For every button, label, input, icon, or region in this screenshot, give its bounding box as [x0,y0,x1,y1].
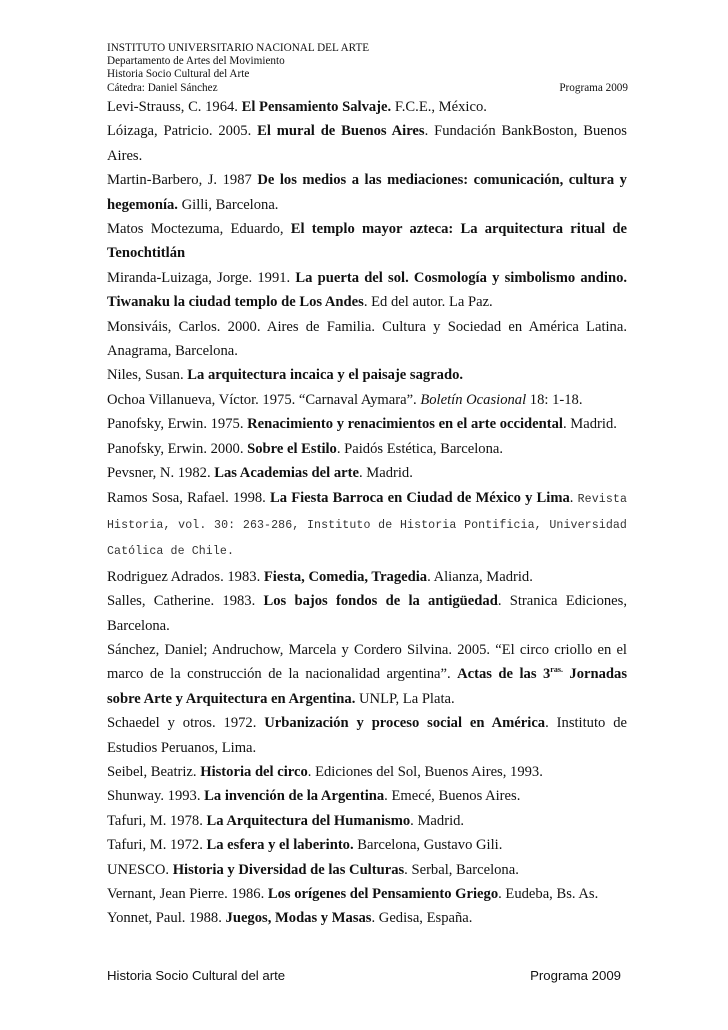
bib-entry: Salles, Catherine. 1983. Los bajos fondos de la antigüedad. Stranica Ediciones, Barcelona. [107,593,627,634]
footer-program: Programa 2009 [530,968,621,983]
bibliography-list [107,95,627,931]
bib-entry: Schaedel y otros. 1972. Urbanización y proceso social en América. Instituto de Estudios Peruanos, Lima. [107,715,627,756]
bib-entry: Seibel, Beatriz. Historia del circo. Ediciones del Sol, Buenos Aires, 1993. [107,763,543,780]
bib-entry: Niles, Susan. La arquitectura incaica y el paisaje sagrado. [107,367,464,384]
header-chair: Cátedra: Daniel Sánchez [107,81,218,94]
header-program: Programa 2009 [559,81,628,94]
bib-entry: Tafuri, M. 1978. La Arquitectura del Humanismo. Madrid. [107,812,465,829]
footer-course: Historia Socio Cultural del arte [107,968,286,983]
bib-entry: Lóizaga, Patricio. 2005. El mural de Buenos Aires. Fundación BankBoston, Buenos Aires. [107,123,627,164]
bib-entry: Rodriguez Adrados. 1983. Fiesta, Comedia, Tragedia. Alianza, Madrid. [107,568,533,585]
page-footer [107,968,621,983]
bib-entry: Tafuri, M. 1972. La esfera y el laberinto. Barcelona, Gustavo Gili. [107,837,503,854]
bib-entry: Miranda-Luizaga, Jorge. 1991. La puerta del sol. Cosmología y simbolismo andino. Tiwanaku la ciudad templo de Los Andes. Ed del autor. La Paz. [107,269,628,311]
header-chair-row [107,82,628,95]
bib-entry: Pevsner, N. 1982. Las Academias del arte. Madrid. [107,465,413,482]
bib-entry: Martin-Barbero, J. 1987 De los medios a las mediaciones: comunicación, cultura y hegemonía. Gilli, Barcelona. [107,172,627,213]
bib-entry: Ochoa Villanueva, Víctor. 1975. “Carnaval Aymara”. Boletín Ocasional 18: 1-18. [107,391,583,408]
bib-entry: Shunway. 1993. La invención de la Argentina. Emecé, Buenos Aires. [107,788,521,805]
bib-entry: Ramos Sosa, Rafael. 1998. La Fiesta Barroca en Ciudad de México y Lima. Revista Historia, vol. 30: 263-286, Instituto de Historia Pontificia, Universidad Católica de Chile. [107,489,628,559]
bib-entry: Levi-Strauss, C. 1964. El Pensamiento Salvaje. F.C.E., México. [107,99,487,115]
page-header [107,42,628,95]
bib-entry: Panofsky, Erwin. 2000. Sobre el Estilo. Paidós Estética, Barcelona. [107,440,504,457]
header-course: Historia Socio Cultural del Arte [107,68,250,81]
bib-entry: Sánchez, Daniel; Andruchow, Marcela y Cordero Silvina. 2005. “El circo criollo en el marco de la construcción de la nacionalidad argentina”. Actas de las $3^{ras.}$ Jornadas sobre Arte y Arquitectura en Argentina. UNLP, La Plata. [107,641,627,707]
header-institution: INSTITUTO UNIVERSITARIO NACIONAL DEL ARTE [107,42,370,54]
bib-entry: Monsiváis, Carlos. 2000. Aires de Familia. Cultura y Sociedad en América Latina. Anagrama, Barcelona. [107,318,627,360]
header-department: Departamento de Artes del Movimiento [107,55,285,68]
bib-entry: Matos Moctezuma, Eduardo, El templo mayor azteca: La arquitectura ritual de Tenochtitlán [107,221,627,262]
bib-entry: Vernant, Jean Pierre. 1986. Los orígenes del Pensamiento Griego. Eudeba, Bs. As. [107,886,599,902]
bib-entry: Yonnet, Paul. 1988. Juegos, Modas y Masas. Gedisa, España. [107,910,473,927]
bib-entry: UNESCO. Historia y Diversidad de las Culturas. Serbal, Barcelona. [107,861,519,878]
bib-entry: Panofsky, Erwin. 1975. Renacimiento y renacimientos en el arte occidental. Madrid. [107,416,617,433]
